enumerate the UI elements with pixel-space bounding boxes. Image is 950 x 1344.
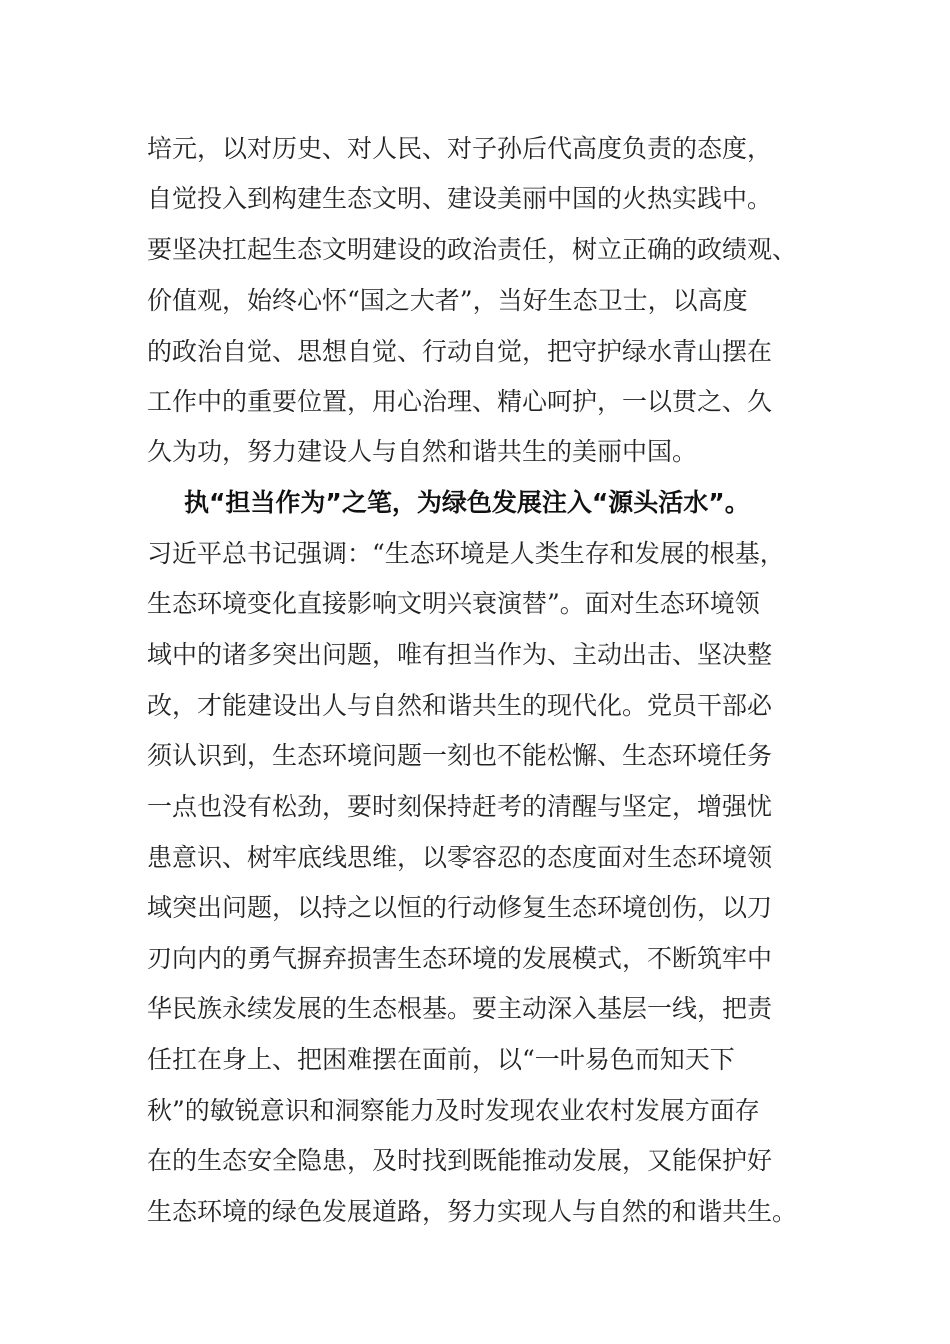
text-line: 工作中的重要位置，用心治理、精心呵护，一以贯之、久 <box>147 387 773 416</box>
text-line: 培元，以对历史、对人民、对子孙后代高度负责的态度， <box>147 134 773 163</box>
text-line: 域突出问题，以持之以恒的行动修复生态环境创伤，以刀 <box>147 893 773 922</box>
text-line: 在的生态安全隐患，及时找到既能推动发展，又能保护好 <box>147 1146 773 1175</box>
text-line: 华民族永续发展的生态根基。要主动深入基层一线，把责 <box>147 994 773 1023</box>
text-line: 生态环境变化直接影响文明兴衰演替”。面对生态环境领 <box>147 589 760 618</box>
text-line: 久为功，努力建设人与自然和谐共生的美丽中国。 <box>147 437 698 466</box>
text-line: 价值观，始终心怀“国之大者”，当好生态卫士，以高度 <box>147 286 748 315</box>
text-line: 要坚决扛起生态文明建设的政治责任，树立正确的政绩观、 <box>147 235 798 264</box>
text-line: 须认识到，生态环境问题一刻也不能松懈、生态环境任务 <box>147 741 773 770</box>
text-line: 一点也没有松劲，要时刻保持赶考的清醒与坚定，增强忧 <box>147 792 773 821</box>
section-heading: 执“担当作为”之笔，为绿色发展注入“源头活水”。 <box>184 488 750 517</box>
text-line: 刃向内的勇气摒弃损害生态环境的发展模式，不断筑牢中 <box>147 944 773 973</box>
text-line: 患意识、树牢底线思维，以零容忍的态度面对生态环境领 <box>147 843 773 872</box>
text-line: 域中的诸多突出问题，唯有担当作为、主动出击、坚决整 <box>147 640 773 669</box>
text-line: 秋”的敏锐意识和洞察能力及时发现农业农村发展方面存 <box>147 1096 760 1125</box>
text-line: 任扛在身上、把困难摆在面前，以“一叶易色而知天下 <box>147 1045 735 1074</box>
text-line: 习近平总书记强调：“生态环境是人类生存和发展的根基， <box>147 539 785 568</box>
text-line: 改，才能建设出人与自然和谐共生的现代化。党员干部必 <box>147 691 773 720</box>
text-line: 自觉投入到构建生态文明、建设美丽中国的火热实践中。 <box>147 184 773 213</box>
text-line: 生态环境的绿色发展道路，努力实现人与自然的和谐共生。 <box>147 1197 798 1226</box>
text-line: 的政治自觉、思想自觉、行动自觉，把守护绿水青山摆在 <box>147 337 773 366</box>
